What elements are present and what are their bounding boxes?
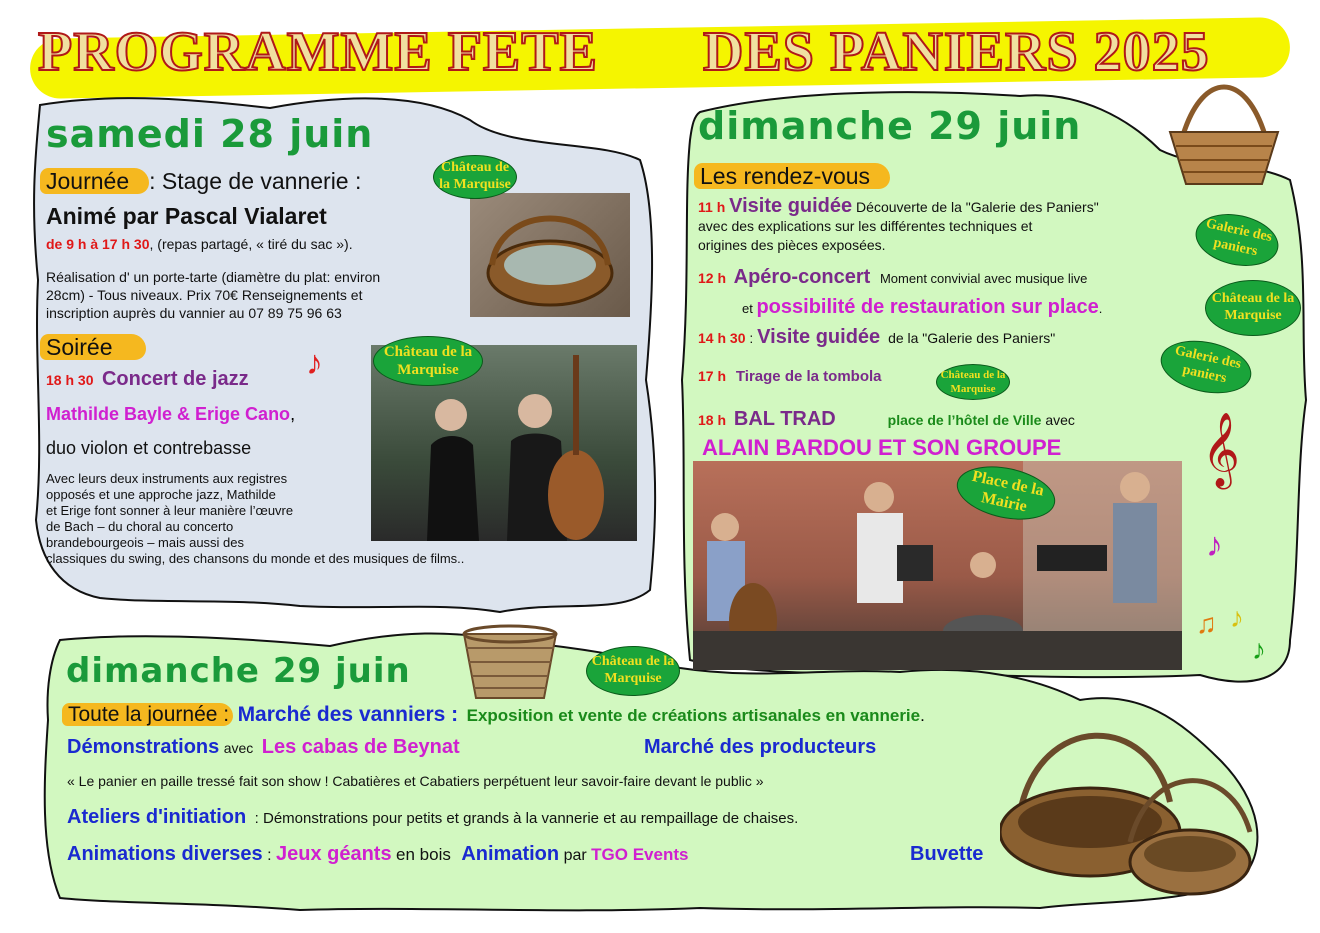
music-note-icon: ♪: [1230, 602, 1244, 633]
tgo-events: TGO Events: [591, 845, 689, 864]
tag-galerie-paniers: Galerie des paniers: [1156, 333, 1256, 401]
basket-icon: [450, 618, 570, 713]
event-visite-2: [698, 326, 1055, 349]
animator-line: Animé par Pascal Vialaret: [46, 203, 327, 229]
event-text: avec des explications sur les différentes techniques et: [698, 218, 1033, 234]
event-resto: possibilité de restauration sur place: [756, 296, 1099, 318]
event-text: origines des pièces exposées.: [698, 237, 886, 253]
marche-line: [62, 703, 925, 727]
event-avec: avec: [1045, 412, 1075, 428]
animation-label: Animation: [461, 843, 560, 865]
toute-journee-label: Toute la journée :: [62, 703, 233, 726]
sunday-day-heading: dimanche 29 juin: [698, 104, 1082, 148]
cabas-beynat: Les cabas de Beynat: [261, 736, 460, 758]
expo-text: Exposition et vente de créations artisanales en vannerie: [466, 706, 921, 725]
tag-chateau-marquise: Château de la Marquise: [586, 646, 680, 696]
event-text: de la "Galerie des Paniers": [888, 330, 1056, 346]
music-note-icon: ♫: [1196, 608, 1217, 639]
concert-line: [46, 368, 249, 391]
event-title: BAL TRAD: [733, 408, 836, 430]
hours-line: [46, 236, 353, 252]
basket-photo: [470, 193, 630, 317]
expo-dot: .: [920, 706, 925, 725]
demonstrations: Démonstrations: [67, 736, 220, 758]
event-title: Visite guidée: [729, 195, 853, 217]
rendez-vous-line: [694, 163, 890, 190]
duo-line: duo violon et contrebasse: [46, 438, 252, 458]
event-time: 14 h 30: [698, 330, 746, 346]
band-musicians-icon: [693, 461, 1182, 670]
concert-desc-line: de Bach – du choral au concerto: [46, 519, 234, 534]
tag-chateau-marquise: Château de la Marquise: [433, 155, 517, 199]
demos-avec: avec: [223, 740, 254, 756]
journee-label: Journée: [40, 168, 149, 194]
page-title-right: DES PANIERS 2025: [703, 21, 1210, 83]
music-note-icon: ♪: [1206, 526, 1223, 564]
stage-desc-line: 28cm) - Tous niveaux. Prix 70€ Renseignements et: [46, 287, 363, 303]
event-visite-1: [698, 197, 1099, 255]
animations-diverses: Animations diverses: [67, 843, 263, 865]
tag-chateau-marquise: Château de la Marquise: [1205, 280, 1301, 336]
soiree-line: [40, 334, 146, 361]
round-basket-icon: [470, 193, 630, 317]
jeux-geants: Jeux géants: [275, 843, 392, 865]
tag-galerie-paniers: Galerie des paniers: [1191, 207, 1284, 273]
stage-hours-note: , (repas partagé, « tiré du sac »).: [149, 236, 353, 252]
concert-desc-line: brandebourgeois – mais aussi des: [46, 535, 245, 550]
event-restauration: [742, 296, 1102, 319]
event-text: Moment convivial avec musique live: [879, 271, 1088, 286]
artists-comma: ,: [290, 404, 296, 424]
baskets-icon: [1000, 722, 1260, 917]
animations-line: [67, 843, 688, 866]
event-bal: [698, 408, 1075, 431]
concert-desc-line: et Erige font sonner à leur manière l’œuvre: [46, 503, 294, 518]
artists-line: [46, 404, 295, 425]
marche-vanniers: Marché des vanniers :: [237, 703, 459, 726]
music-note-icon: ♪: [1252, 634, 1266, 665]
band-photo: [693, 461, 1182, 670]
ateliers-text: : Démonstrations pour petits et grands à la vannerie et au rempaillage de chaises.: [254, 810, 799, 827]
soiree-label: Soirée: [40, 334, 146, 360]
marche-producteurs: Marché des producteurs: [644, 736, 877, 758]
music-note-icon: ♪: [306, 344, 323, 382]
sunday-bottom-day-heading: dimanche 29 juin: [66, 651, 411, 691]
event-dot: .: [1098, 301, 1103, 316]
tag-place-mairie: Place de la Mairie: [952, 458, 1060, 528]
event-time: 17 h: [698, 368, 727, 384]
ateliers-initiation: Ateliers d'initiation: [67, 806, 247, 828]
event-title: Visite guidée: [757, 326, 881, 348]
saturday-journee-line: [40, 168, 361, 195]
anim-par: par: [563, 847, 587, 864]
event-title: Apéro-concert: [733, 266, 871, 288]
event-tombola: [698, 368, 882, 385]
event-text: Découverte de la "Galerie des Paniers": [856, 199, 1099, 215]
basket-icon: [1164, 72, 1284, 197]
event-colon: :: [745, 330, 754, 346]
event-time: 11 h: [698, 199, 726, 215]
concert-desc-line: classiques du swing, des chansons du monde et des musiques de films..: [46, 551, 465, 566]
page-title-left: PROGRAMME FETE: [38, 21, 598, 83]
event-time: 18 h: [698, 412, 727, 428]
stage-desc-line: Réalisation d' un porte-tarte (diamètre du plat: environ: [46, 269, 381, 285]
concert-desc-line: Avec leurs deux instruments aux registres: [46, 471, 288, 486]
concert-time: 18 h 30: [46, 372, 94, 388]
concert-title: Concert de jazz: [101, 368, 249, 390]
rdv-label: Les rendez-vous: [694, 163, 890, 189]
event-et: et: [742, 301, 753, 316]
stage-hours: de 9 h à 17 h 30: [46, 236, 150, 252]
event-time: 12 h: [698, 270, 727, 286]
event-title: Tirage de la tombola: [735, 368, 882, 385]
quote-text: « Le panier en paille tressé fait son show ! Cabatières et Cabatiers perpétuent leur savoir-faire devant le public »: [67, 773, 764, 789]
saturday-day-heading: samedi 28 juin: [46, 112, 374, 156]
journee-text: : Stage de vannerie :: [149, 168, 362, 194]
tag-chateau-marquise: Château de la Marquise: [936, 364, 1010, 400]
event-apero: [698, 266, 1087, 289]
stage-desc-line: inscription auprès du vannier au 07 89 75 96 63: [46, 305, 342, 321]
demonstrations-line: [67, 736, 460, 759]
ateliers-line: [67, 806, 798, 829]
buvette: Buvette: [910, 843, 984, 865]
anim-colon: :: [267, 847, 272, 864]
tag-chateau-marquise: Château de la Marquise: [373, 336, 483, 386]
stage-description: [46, 268, 380, 322]
event-place: place de l’hôtel de Ville: [887, 412, 1042, 428]
treble-clef-icon: 𝄞: [1202, 413, 1240, 485]
artists-names: Mathilde Bayle & Erige Cano: [46, 404, 291, 424]
concert-desc-line: opposés et une approche jazz, Mathilde: [46, 487, 276, 502]
band-name: ALAIN BARDOU ET SON GROUPE: [702, 435, 1062, 460]
en-bois: en bois: [396, 845, 451, 864]
